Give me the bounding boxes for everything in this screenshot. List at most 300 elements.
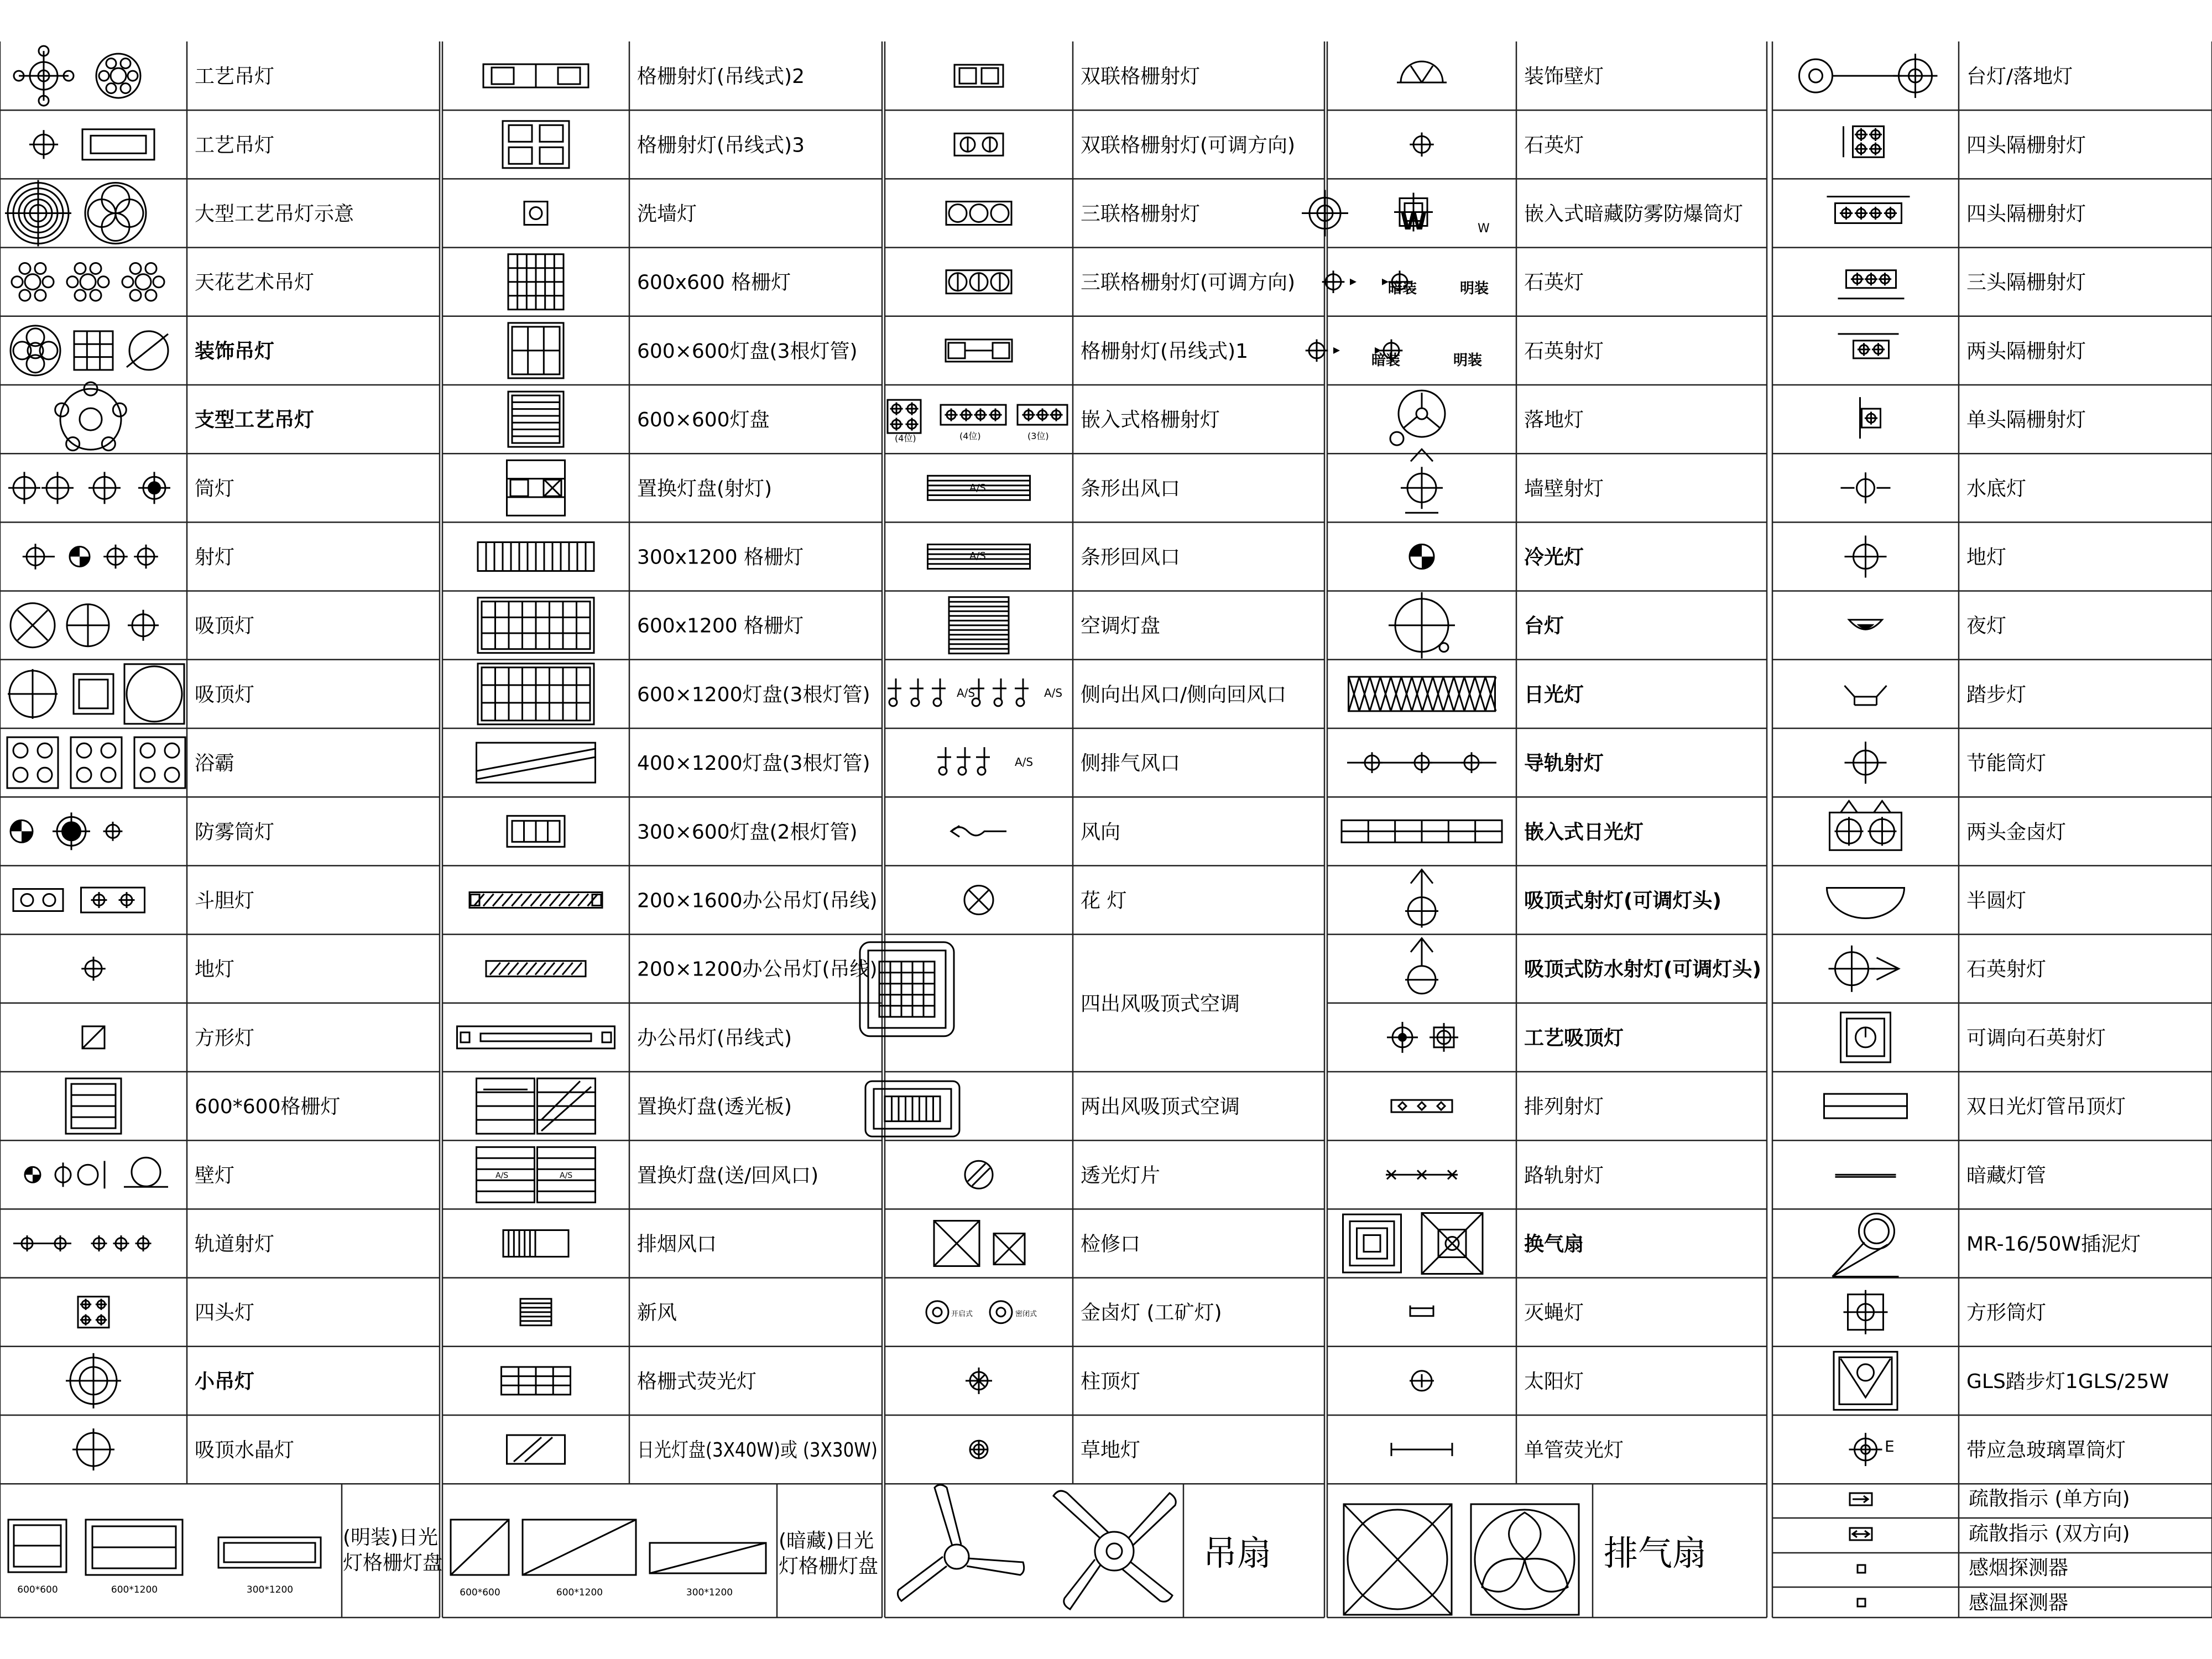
legend-label: 300x1200 格栅灯 [637, 546, 804, 569]
legend-row [72, 1428, 294, 1470]
legend-label: 两出风吸顶式空调 [1081, 1095, 1240, 1119]
exhaust-fan-blade-symbol [1471, 1504, 1579, 1615]
legend-label: 200×1600办公吊灯(吊线) [637, 889, 878, 912]
legend-row [477, 1078, 792, 1134]
three-head-grille-spot-symbol [1838, 270, 1905, 299]
night-light-symbol [1849, 620, 1882, 630]
as-mark: A/S [1044, 686, 1063, 700]
legend-row [507, 1435, 878, 1464]
twin-grille-adjustable-symbol [954, 133, 1003, 155]
legend-label: 排烟风口 [637, 1233, 717, 1256]
concealed-panel-group [451, 1520, 878, 1598]
legend-label: 可调向石英射灯 [1966, 1026, 2106, 1050]
legend-label: 办公吊灯(吊线式) [637, 1026, 792, 1050]
legend-label: 水底灯 [1966, 477, 2027, 500]
ceiling-light-symbol [11, 603, 159, 648]
legend-label: (明装)日光 [343, 1526, 439, 1549]
legend-row [1401, 449, 1604, 513]
legend-label: 地灯 [1966, 546, 2007, 569]
fluorescent-panel-symbol [507, 1435, 565, 1464]
legend-label: 地灯 [195, 958, 235, 981]
pillar-top-light-symbol [966, 1368, 992, 1394]
two-head-grille-spot-symbol [1838, 334, 1899, 358]
surface-panel-300x1200-symbol [218, 1537, 321, 1568]
legend-row [1387, 1022, 1624, 1053]
legend-row [457, 1026, 792, 1050]
legend-label: 侧排气风口 [1081, 752, 1181, 775]
legend-label: 换气扇 [1524, 1233, 1584, 1256]
flower-light-symbol [964, 886, 993, 915]
legend-label: 300×600灯盘(2根灯管) [637, 821, 858, 844]
sun-lamp-symbol [1410, 1371, 1434, 1391]
legend-label: 四头隔栅射灯 [1966, 202, 2086, 226]
legend-row [949, 597, 1160, 654]
legend-row [5, 180, 354, 247]
legend-label: 冷光灯 [1524, 546, 1584, 569]
ornate-chandelier-symbol [14, 46, 140, 106]
half-round-light-symbol [1827, 888, 1905, 919]
crystal-ceiling-light-symbol [72, 1428, 114, 1470]
legend-label: 吊扇 [1203, 1533, 1272, 1573]
legend-label: 置换灯盘(射灯) [637, 477, 773, 500]
legend-label: 导轨射灯 [1524, 752, 1604, 775]
legend-row [954, 65, 1200, 88]
wall-spotlight-symbol [1401, 449, 1443, 513]
ceiling-spot-adjustable-symbol [1405, 870, 1438, 928]
legend-label: 灯格栅灯盘 [779, 1555, 879, 1578]
legend-label: 条形回风口 [1081, 546, 1181, 569]
triple-grille-adjustable-symbol [946, 270, 1011, 294]
legend-label: 吸顶灯 [195, 683, 255, 706]
energy-saving-downlight-symbol [1845, 742, 1887, 784]
legend-label: 吸顶灯 [195, 614, 255, 638]
legend-label: 四头灯 [195, 1301, 255, 1324]
smoke-vent-symbol [503, 1230, 568, 1257]
concealed-panel-600x600-symbol [451, 1520, 509, 1575]
legend-label: 三联格栅射灯(可调方向) [1081, 271, 1296, 294]
legend-label: 嵌入式日光灯 [1524, 821, 1644, 844]
four-way-cassette-ac-symbol [860, 942, 954, 1036]
smoke-detector-symbol [1858, 1565, 1865, 1573]
legend-row [503, 121, 805, 168]
single-tube-fluorescent-symbol [1391, 1443, 1452, 1456]
legend-row [524, 202, 697, 226]
legend-label: 方形灯 [195, 1026, 255, 1050]
ceiling-light-square-symbol [8, 664, 184, 724]
legend-label: 工艺吊灯 [195, 134, 275, 157]
legend-row [954, 133, 1295, 156]
legend-label: 格栅射灯(吊线式)3 [637, 134, 805, 157]
legend-row [1349, 677, 1584, 711]
legend-label: 金卤灯 (工矿灯) [1081, 1301, 1222, 1324]
legend-label: 600x600 格栅灯 [637, 271, 791, 294]
legend-label: 台灯/落地灯 [1966, 65, 2073, 88]
legend-label: 疏散指示 (双方向) [1969, 1522, 2130, 1545]
wind-direction-symbol [951, 826, 1006, 837]
floor-lamp-symbol [1390, 390, 1445, 445]
legend-label: 石英射灯 [1524, 340, 1604, 363]
underwater-light-symbol [1841, 472, 1891, 503]
legend-label: 洗墙灯 [637, 202, 697, 226]
legend-row [860, 942, 1240, 1036]
legend-label: 风向 [1081, 821, 1121, 844]
quartz-light-symbol [1410, 133, 1434, 156]
legend-row [951, 821, 1120, 843]
as-mark: A/S [1015, 755, 1034, 769]
legend-label: 200×1200办公吊灯(吊线) [637, 958, 878, 981]
legend-row [1838, 334, 2086, 363]
legend-row [1302, 190, 1743, 237]
legend-row [1841, 1013, 2106, 1062]
legend-label: 支型工艺吊灯 [195, 409, 315, 432]
legend-row [1849, 615, 2007, 638]
square-light-symbol [82, 1026, 105, 1048]
legend-label: 吸顶水晶灯 [195, 1439, 295, 1462]
legend-row [11, 326, 274, 375]
ground-light-symbol [1845, 536, 1887, 578]
decorative-chandelier-symbol [11, 326, 168, 375]
as-mark: A/S [495, 1171, 509, 1180]
position-mark: (4位) [959, 431, 981, 441]
legend-row [1410, 545, 1584, 569]
fly-killer-symbol [1410, 1306, 1433, 1316]
track-spotlight-symbol [13, 1235, 152, 1251]
legend-row [1845, 684, 2027, 706]
legend-row [29, 129, 274, 160]
legend-row [1347, 752, 1604, 775]
legend-row [78, 1297, 254, 1328]
legend-label: 方形筒灯 [1966, 1301, 2047, 1324]
heat-detector-symbol [1858, 1599, 1865, 1606]
surface-mark: 明装 [1453, 352, 1483, 369]
twin-grille-spot-symbol [954, 65, 1003, 87]
office-pendant-symbol [457, 1026, 615, 1048]
legend-label: 石英灯 [1524, 134, 1584, 157]
legend-row [508, 323, 858, 378]
legend-label: (暗藏)日光 [779, 1530, 874, 1552]
legend-row [508, 254, 791, 310]
ceiling-fan-group [898, 1485, 1271, 1609]
decorative-wall-light-symbol [1397, 61, 1447, 82]
legend-row [1410, 1370, 1584, 1393]
legend-label: 三头隔栅射灯 [1966, 271, 2086, 294]
evacuation-sign-two-way-symbol [1850, 1528, 1872, 1540]
grille-300x1200-symbol [478, 542, 594, 571]
legend-row [478, 598, 804, 653]
legend-label: 轨道射灯 [195, 1233, 275, 1256]
evacuation-sign-one-way-symbol [1850, 1493, 1872, 1505]
grille-spot-quad-symbol [503, 121, 569, 168]
legend-row [11, 812, 274, 850]
craft-ceiling-light-symbol [1387, 1022, 1458, 1053]
legend-row [1391, 1439, 1624, 1462]
four-head-grille-spot-symbol [1844, 126, 1884, 157]
legend-row [477, 743, 870, 782]
legend-row [478, 664, 870, 724]
two-way-cassette-ac-symbol [865, 1081, 959, 1136]
rail-track-spot-symbol [1386, 1170, 1458, 1179]
legend-label: 两头金卤灯 [1966, 821, 2067, 844]
recessed-fluorescent-symbol [1342, 820, 1502, 842]
legend-label: 单管荧光灯 [1524, 1439, 1624, 1462]
legend-row [1386, 1164, 1604, 1187]
legend-row [1343, 1213, 1584, 1274]
small-pendant-symbol [66, 1353, 121, 1408]
legend-label: 大型工艺吊灯示意 [195, 202, 354, 226]
legend-label: 天花艺术吊灯 [195, 271, 315, 294]
legend-row [1835, 1164, 2047, 1187]
legend-label: 射灯 [195, 546, 235, 569]
legend-row [1390, 390, 1584, 445]
position-mark: (3位) [1027, 431, 1049, 441]
as-mark: A/S [969, 550, 986, 562]
legend-row [1845, 742, 2047, 784]
legend-row [1389, 592, 1564, 659]
open-type-mark: 开启式 [951, 1310, 973, 1318]
legend-label: 防雾筒灯 [195, 821, 275, 844]
legend-label: 400×1200灯盘(3根灯管) [637, 752, 870, 775]
legend-label: 夜灯 [1966, 614, 2007, 638]
legend-row [888, 400, 1220, 433]
legend-row [1405, 938, 1761, 994]
one-head-grille-spot-symbol [1860, 397, 1881, 439]
legend-row [483, 64, 805, 88]
legend-label: 600×600灯盘(3根灯管) [637, 340, 858, 363]
legend-label: 装饰壁灯 [1524, 65, 1604, 88]
legend-row [469, 890, 878, 912]
legend-label: 侧向出风口/侧向回风口 [1081, 683, 1287, 706]
legend-label: 工艺吊灯 [195, 65, 275, 88]
replacement-panel-spot-symbol [507, 460, 565, 515]
twin-metal-halide-symbol [1830, 801, 1902, 850]
ceiling-fan-3-blade-symbol [898, 1485, 1024, 1601]
legend-row [1834, 1352, 2169, 1410]
legend-row [13, 1233, 274, 1256]
ceiling-fan-5-blade-symbol [1053, 1491, 1176, 1609]
legend-label: 格栅射灯(吊线式)1 [1081, 340, 1248, 363]
as-mark: A/S [969, 482, 986, 494]
legend-label: 筒灯 [195, 477, 235, 500]
legend-label: 600*600格栅灯 [195, 1095, 341, 1119]
size-label: 600*600 [460, 1587, 500, 1598]
legend-label: 小吊灯 [195, 1370, 255, 1393]
exhaust-fan-group [1344, 1504, 1707, 1615]
legend-row [507, 460, 773, 515]
legend-row [1824, 1094, 2126, 1118]
size-label: 600*600 [17, 1584, 58, 1595]
concealed-mark: 暗装 [1388, 280, 1417, 297]
evacuation-detector-group [1850, 1488, 2130, 1614]
legend-label: 置换灯盘(透光板) [637, 1095, 792, 1119]
legend-row [1860, 397, 2086, 439]
cold-light-symbol [1410, 545, 1434, 569]
legend-label: 落地灯 [1524, 409, 1584, 432]
legend-label: 透光灯片 [1081, 1164, 1161, 1187]
legend-row [1405, 870, 1721, 928]
legend-row [1838, 270, 2086, 299]
concealed-tube-symbol [1835, 1175, 1896, 1177]
e-mark: E [1885, 1437, 1895, 1455]
floor-light-symbol [81, 957, 106, 981]
legend-row [11, 603, 254, 648]
legend-label: 壁灯 [195, 1164, 235, 1187]
legend-row [928, 476, 1181, 500]
surface-panel-600x600-symbol [8, 1520, 66, 1572]
legend-label: 墙壁射灯 [1524, 477, 1604, 500]
lawn-light-symbol [970, 1441, 988, 1458]
legend-row [13, 888, 254, 912]
legend-label: 格栅射灯(吊线式)2 [637, 65, 805, 88]
legend-label: 工艺吸顶灯 [1524, 1026, 1624, 1050]
legend-label: 日光灯盘(3X40W)或 (3X30W) [637, 1439, 878, 1462]
legend-label: 草地灯 [1081, 1439, 1141, 1462]
size-label: 600*1200 [111, 1584, 158, 1595]
emergency-downlight-symbol [1849, 1433, 1882, 1466]
bath-heater-symbol [7, 737, 185, 788]
legend-row [25, 1157, 234, 1188]
legend-label: 置换灯盘(送/回风口) [637, 1164, 819, 1187]
legend-label: 双联格栅射灯(可调方向) [1081, 134, 1296, 157]
flower-chandelier-symbol [12, 263, 164, 300]
panel-600x1200-symbol [478, 664, 594, 724]
legend-label: 花 灯 [1081, 889, 1127, 912]
legend-label: 感温探测器 [1969, 1592, 2069, 1614]
legend-label: 双联格栅射灯 [1081, 65, 1201, 88]
ac-light-panel-symbol [949, 597, 1009, 654]
legend-label: 空调灯盘 [1081, 614, 1161, 638]
legend-row [888, 679, 1286, 706]
legend-label: 600×1200灯盘(3根灯管) [637, 683, 870, 706]
legend-label: 浴霸 [195, 752, 235, 775]
legend-label: 吸顶式射灯(可调灯头) [1524, 889, 1721, 912]
legend-label: 装饰吊灯 [195, 340, 275, 363]
legend-row [1342, 820, 1644, 843]
legend-label: 四出风吸顶式空调 [1081, 992, 1240, 1015]
desk-lamp-symbol [1389, 592, 1455, 659]
legend-row [1833, 1214, 2141, 1277]
surface-panel-600x1200-symbol [86, 1520, 182, 1575]
legend-row [1410, 133, 1584, 157]
as-mark: A/S [957, 686, 975, 700]
position-mark: (4位) [895, 433, 916, 444]
wall-light-symbol [25, 1157, 168, 1188]
legend-row [12, 263, 314, 300]
legend-label: 600x1200 格栅灯 [637, 614, 804, 638]
legend-row [1844, 1290, 2047, 1334]
legend-label: 疏散指示 (单方向) [1969, 1488, 2130, 1510]
legend-label: 日光灯 [1524, 683, 1584, 706]
chandelier-rect-symbol [29, 129, 154, 160]
recessed-grille-spot-symbol [888, 400, 1067, 433]
legend-row [937, 747, 1180, 775]
legend-row [55, 382, 314, 450]
wall-washer-symbol [524, 202, 547, 225]
light-panel-3tube-symbol [508, 323, 564, 378]
legend-label: 三联格栅射灯 [1081, 202, 1201, 226]
legend-label: 台灯 [1524, 614, 1564, 638]
legend-row [1845, 536, 2007, 578]
ventilation-fan-symbol [1343, 1213, 1483, 1274]
legend-label: 暗藏灯管 [1966, 1164, 2047, 1187]
panel-400x1200-symbol [477, 743, 596, 782]
legend-label: 嵌入式暗藏防雾防爆筒灯 [1524, 202, 1744, 226]
legend-row [82, 1026, 254, 1050]
fluorescent-light-symbol [1349, 677, 1496, 711]
legend-label: 感烟探测器 [1969, 1557, 2069, 1579]
legend-row [8, 664, 254, 724]
light-diffuser-symbol [965, 1161, 993, 1188]
four-head-light-symbol [78, 1297, 109, 1328]
twin-tube-ceiling-light-symbol [1824, 1094, 1907, 1118]
legend-row [946, 340, 1248, 363]
legend-label: 吸顶式防水射灯(可调灯头) [1524, 958, 1761, 981]
large-chandelier-symbol [5, 180, 146, 247]
legend-row [1827, 197, 2086, 226]
spotlight-symbol [23, 544, 158, 569]
legend-rows [5, 46, 2169, 1470]
grille-600-symbol [508, 254, 564, 310]
office-pendant-1600-symbol [469, 893, 602, 908]
gls-step-light-symbol [1834, 1352, 1897, 1410]
as-mark: A/S [560, 1171, 573, 1180]
downlight-symbol [8, 472, 170, 504]
legend-label: 600×600灯盘 [637, 409, 770, 432]
legend-label: 柱顶灯 [1081, 1370, 1141, 1393]
legend-row [928, 545, 1181, 569]
legend-label: 节能筒灯 [1966, 752, 2047, 775]
size-label: 600*1200 [556, 1587, 603, 1598]
legend-row [520, 1299, 677, 1326]
legend-row [1844, 126, 2086, 157]
legend-label: 新风 [637, 1301, 677, 1324]
grille-light-symbol [66, 1078, 121, 1134]
mr16-ground-light-symbol [1833, 1214, 1899, 1277]
w-small-mark: W [1478, 222, 1490, 236]
surface-mark: 明装 [1460, 280, 1489, 297]
four-head-grille-spot-linear-symbol [1827, 197, 1910, 223]
size-label: 300*1200 [686, 1587, 733, 1598]
legend-row [966, 1368, 1140, 1394]
table-floor-lamp-symbol [1799, 54, 1938, 98]
replacement-panel-diffuser-symbol [477, 1078, 596, 1134]
concealed-panel-300x1200-symbol [650, 1543, 766, 1573]
light-panel-symbol [508, 392, 564, 447]
legend-label: 双日光灯管吊顶灯 [1966, 1095, 2126, 1119]
exhaust-fan-square-symbol [1344, 1504, 1452, 1615]
legend-label: 灯格栅灯盘 [343, 1552, 443, 1574]
legend-row [1841, 472, 2027, 503]
legend-label: 灭蝇灯 [1524, 1301, 1584, 1324]
square-downlight-symbol [1844, 1290, 1888, 1334]
legend-row [503, 1230, 717, 1257]
legend-label: 检修口 [1081, 1233, 1141, 1256]
legend-row [507, 816, 858, 847]
access-panel-symbol [934, 1221, 1025, 1266]
legend-row [1830, 801, 2067, 850]
legend-row [8, 472, 234, 504]
grille-fluorescent-symbol [502, 1367, 571, 1395]
legend-row [964, 886, 1126, 915]
grille-spot-single-symbol [946, 340, 1012, 362]
legend-row [1410, 1302, 1584, 1324]
legend-row [508, 392, 770, 447]
legend-row [66, 1078, 340, 1134]
legend-row [478, 542, 804, 571]
legend-label: 排列射灯 [1524, 1095, 1604, 1119]
legend-label: 排气扇 [1604, 1533, 1707, 1573]
legend-label: 半圆灯 [1966, 889, 2027, 912]
legend-label: MR-16/50W插泥灯 [1966, 1233, 2141, 1256]
